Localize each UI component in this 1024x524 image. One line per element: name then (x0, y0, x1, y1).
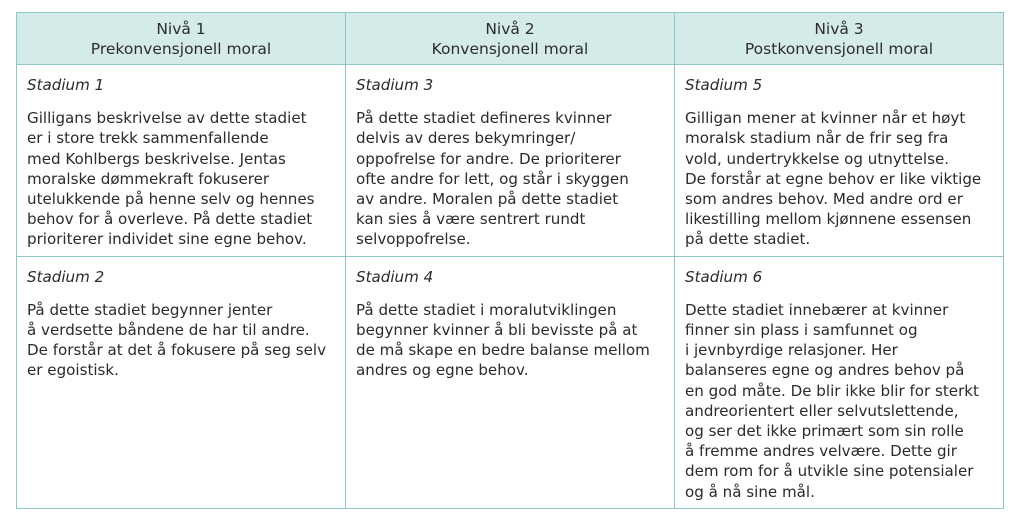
stage-4-label: Stadium 4 (356, 267, 434, 286)
stage-5-label: Stadium 5 (685, 76, 763, 94)
stage-1-cell (17, 65, 346, 257)
level-1-header (17, 13, 346, 65)
level-3-name: Nivå 3 (814, 19, 864, 38)
stage-4-cell (346, 256, 675, 508)
stage-6-cell (675, 256, 1004, 508)
stage-4-text: På dette stadiet i moralutviklingen begynner kvinner å bli bevisste på at de må skape en bedre balanse mellom andres og egne behov. (356, 300, 650, 380)
stage-6-text: Dette stadiet innebærer at kvinner finner sin plass i samfunnet og i jevnbyrdige relasjoner. Her balanseres egne og andres behov på en god måte. De blir ikke blir for sterkt andreorientert eller selvutslettende, og ser det ikke primært som sin rolle å fremme andres velvære. Dette gir dem rom for å utvikle sine potensialer og å nå sine mål. (685, 300, 979, 501)
stage-5-text: Gilligan mener at kvinner når et høyt moralsk stadium når de frir seg fra vold, undertrykkelse og utnyttelse. De forstår at egne behov er like viktige som andres behov. Med andre ord er likestilling mellom kjønnene essensen på dette stadiet. (685, 109, 982, 249)
table-row (17, 65, 1004, 257)
stage-2-label: Stadium 2 (27, 267, 105, 286)
stage-3-text: På dette stadiet defineres kvinner delvis av deres bekymringer/ oppofrelse for andre. De prioriterer ofte andre for lett, og står i skyggen av andre. Moralen på dette stadiet kan sies å være sentrert rundt selvoppofrelse. (356, 109, 629, 249)
level-2-title: Konvensjonell moral (431, 39, 589, 58)
header-row (17, 13, 1004, 65)
table-row (17, 256, 1004, 508)
level-1-title: Prekonvensjonell moral (90, 39, 272, 58)
stage-3-label: Stadium 3 (356, 76, 434, 94)
stage-2-text: På dette stadiet begynner jenter å verdsette båndene de har til andre. De forstår at det å fokusere på seg selv er egoistisk. (27, 300, 327, 380)
level-3-title: Postkonvensjonell moral (744, 39, 934, 58)
level-3-header (675, 13, 1004, 65)
stage-1-label: Stadium 1 (27, 76, 105, 94)
stage-3-cell (346, 65, 675, 257)
moral-stages-table (16, 12, 1004, 509)
level-2-header (346, 13, 675, 65)
stage-6-label: Stadium 6 (685, 267, 763, 286)
stage-1-text: Gilligans beskrivelse av dette stadiet er i store trekk sammenfallende med Kohlbergs beskrivelse. Jentas moralske dømmekraft fokuserer utelukkende på henne selv og hennes behov for å overleve. På dette stadiet prioriterer individet sine egne behov. (27, 109, 315, 249)
level-1-name: Nivå 1 (156, 19, 206, 38)
stage-5-cell (675, 65, 1004, 257)
stage-2-cell (17, 256, 346, 508)
level-2-name: Nivå 2 (485, 19, 535, 38)
